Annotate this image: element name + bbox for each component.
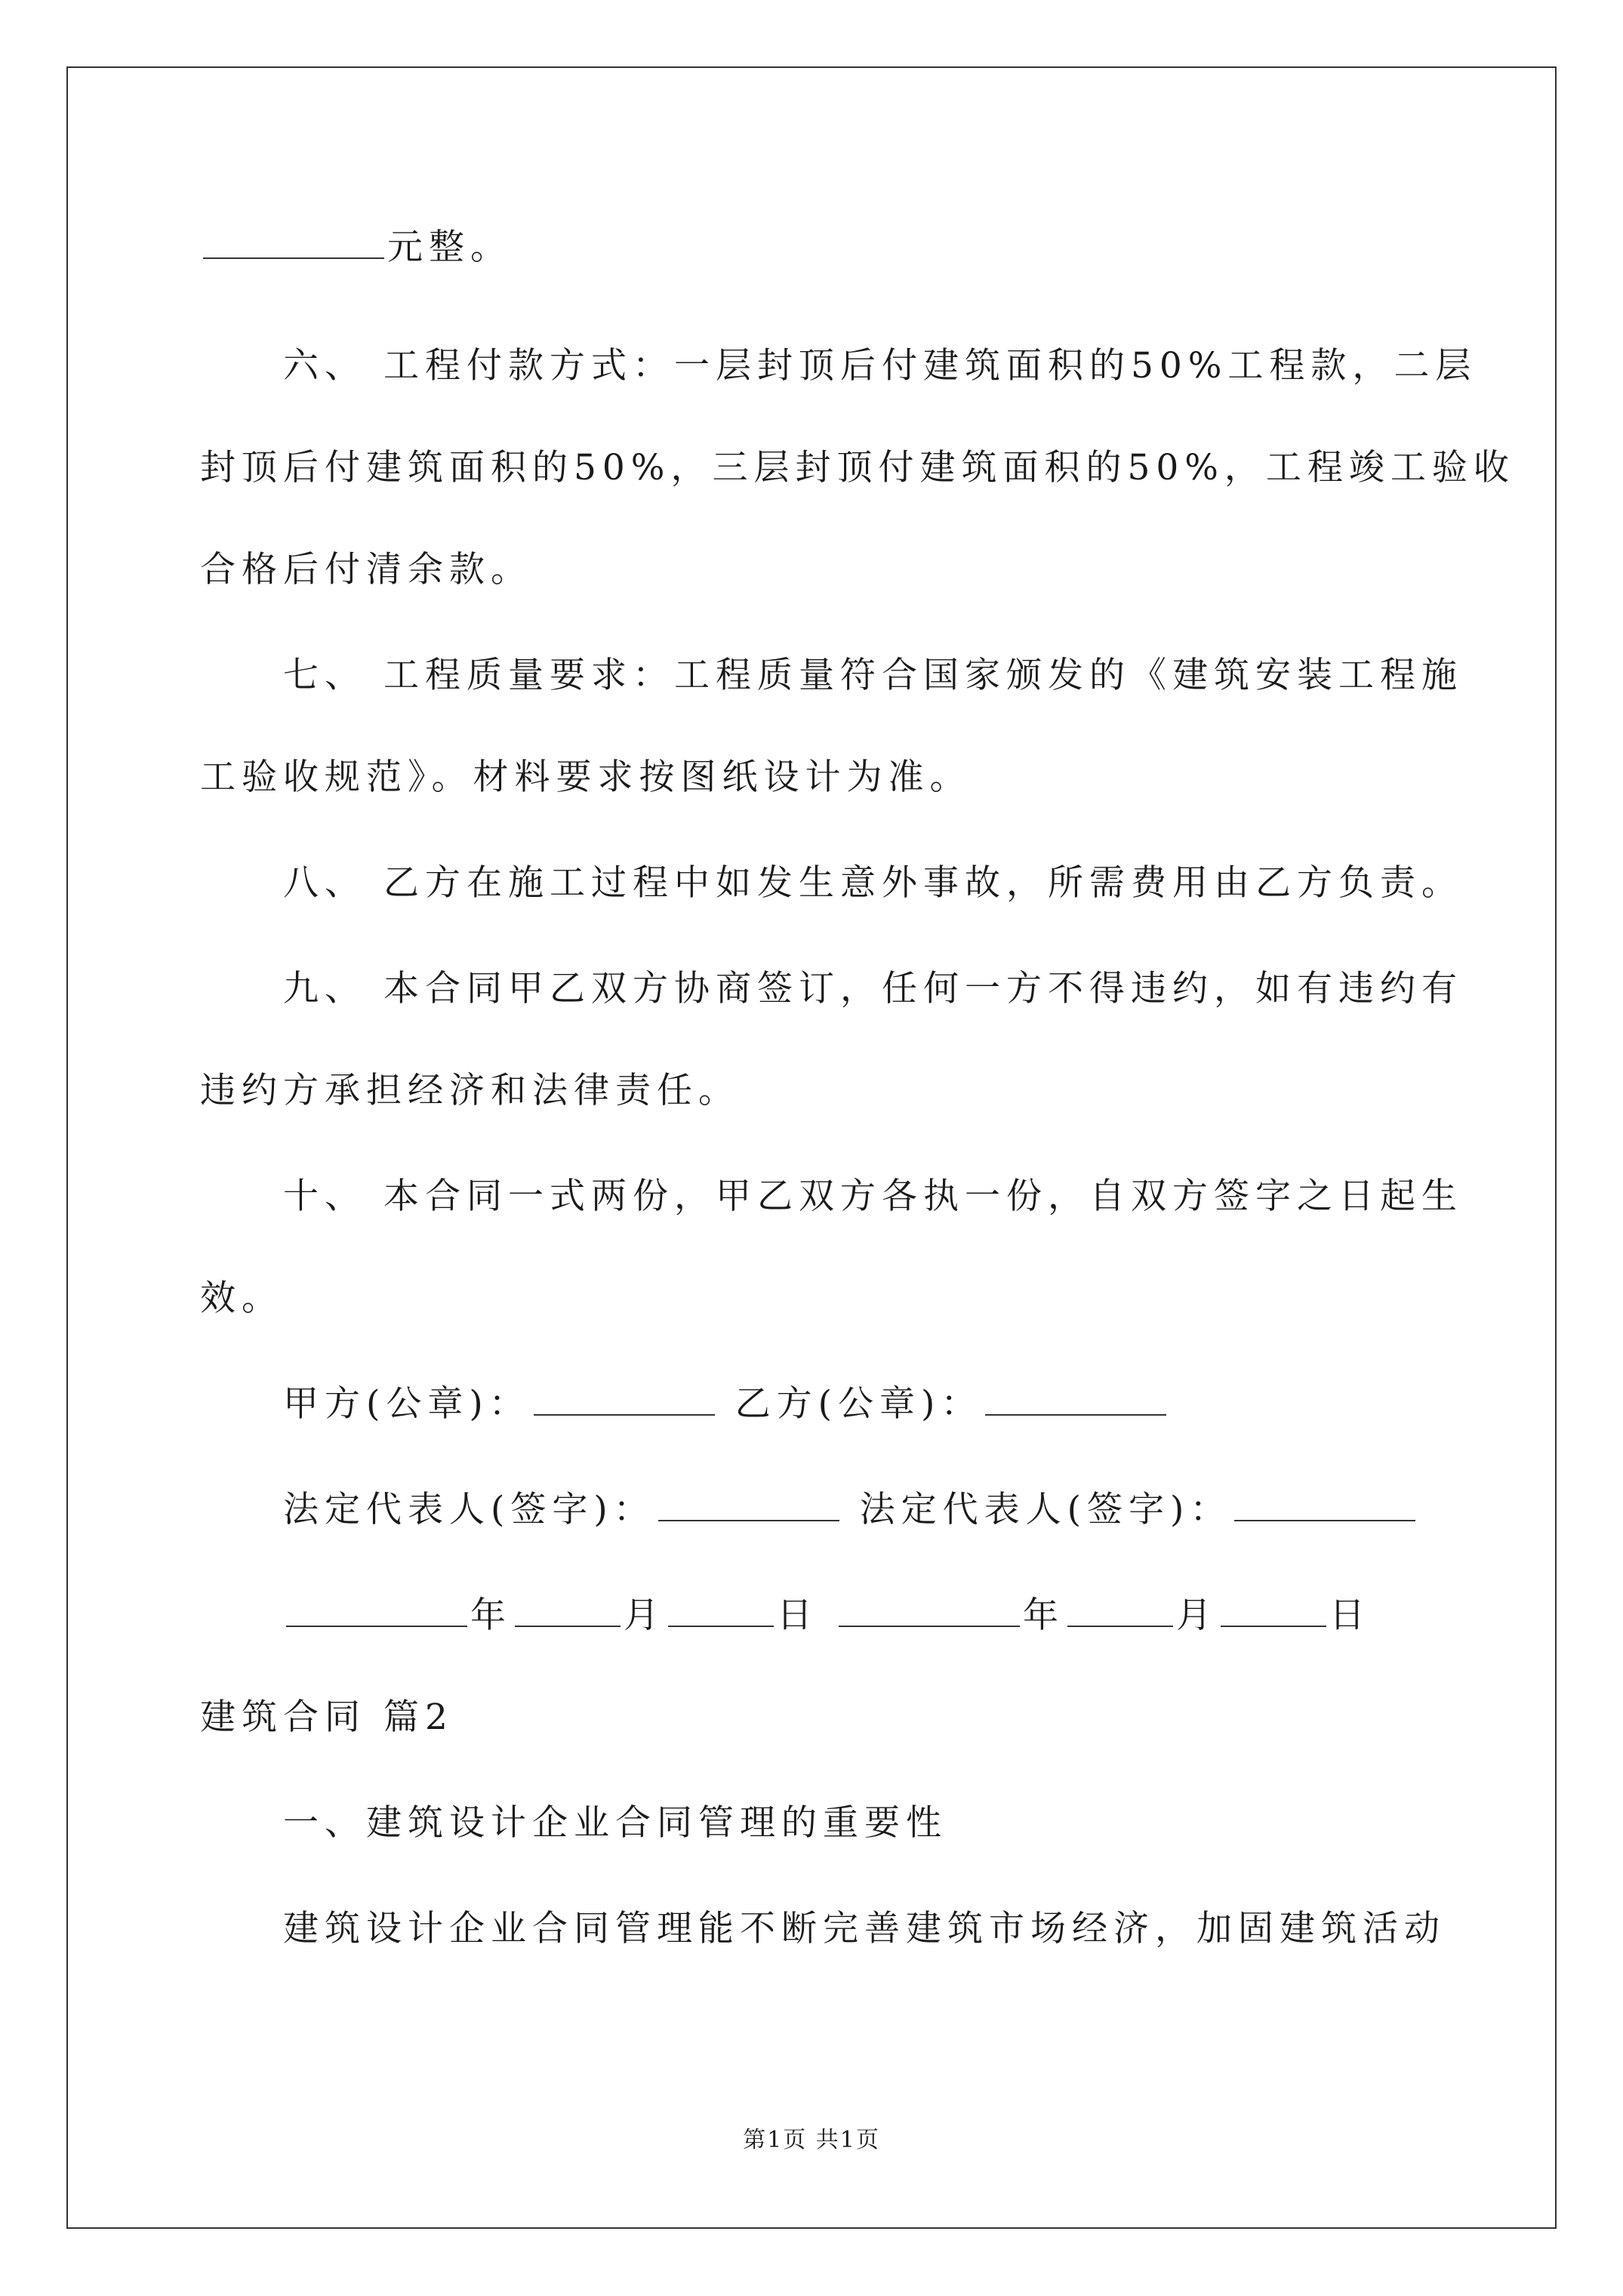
month-blank-b [1067, 1595, 1173, 1627]
party-b-rep-blank [1234, 1490, 1415, 1521]
year-label-a: 年 [470, 1595, 512, 1636]
section-2-title: 建筑合同 篇2 [200, 1697, 454, 1738]
party-a-rep-blank [658, 1490, 839, 1521]
section-2-paragraph: 建筑设计企业合同管理能不断完善建筑市场经济，加固建筑活动 [283, 1908, 1446, 1949]
date-line [283, 1593, 1371, 1638]
page-footer: 第1页 共1页 [743, 2127, 880, 2153]
section-2-heading: 一、建筑设计企业合同管理的重要性 [283, 1802, 947, 1844]
amount-blank [203, 227, 384, 259]
party-b-rep-label: 法定代表人(签字)： [859, 1489, 1232, 1530]
month-label-b: 月 [1175, 1595, 1218, 1636]
clause-9-line-2: 违约方承担经济和法律责任。 [200, 1070, 740, 1111]
amount-line [200, 225, 512, 270]
year-label-b: 年 [1022, 1595, 1064, 1636]
party-a-seal-label: 甲方(公章)： [283, 1383, 531, 1425]
month-label-a: 月 [624, 1595, 665, 1636]
month-blank-a [515, 1595, 621, 1627]
day-label-a: 日 [777, 1595, 818, 1636]
page-border [66, 66, 1557, 2229]
clause-6-line-1: 六、 工程付款方式：一层封顶后付建筑面积的50%工程款，二层 [283, 345, 1477, 387]
party-a-seal-blank [534, 1384, 715, 1416]
representative-line [283, 1487, 1418, 1533]
clause-6-line-2: 封顶后付建筑面积的50%，三层封顶付建筑面积的50%，工程竣工验收 [200, 447, 1515, 488]
year-blank-b [839, 1595, 1020, 1627]
day-label-b: 日 [1329, 1595, 1371, 1636]
party-a-rep-label: 法定代表人(签字)： [283, 1489, 655, 1530]
clause-8-line-1: 八、 乙方在施工过程中如发生意外事故，所需费用由乙方负责。 [283, 862, 1463, 904]
clause-7-line-1: 七、 工程质量要求：工程质量符合国家颁发的《建筑安装工程施 [283, 655, 1463, 696]
day-blank-a [668, 1595, 774, 1627]
clause-10-line-1: 十、 本合同一式两份，甲乙双方各执一份，自双方签字之日起生 [283, 1176, 1463, 1217]
seal-line [283, 1382, 1169, 1427]
party-b-seal-blank [985, 1384, 1166, 1416]
day-blank-b [1221, 1595, 1326, 1627]
clause-10-line-2: 效。 [200, 1277, 283, 1319]
clause-7-line-2: 工验收规范》。材料要求按图纸设计为准。 [200, 757, 972, 798]
amount-suffix: 元整。 [387, 227, 512, 268]
party-b-seal-label: 乙方(公章)： [735, 1383, 983, 1425]
year-blank-a [286, 1595, 467, 1627]
clause-9-line-1: 九、 本合同甲乙双方协商签订，任何一方不得违约，如有违约有 [283, 968, 1463, 1009]
clause-6-line-3: 合格后付清余款。 [200, 549, 532, 590]
